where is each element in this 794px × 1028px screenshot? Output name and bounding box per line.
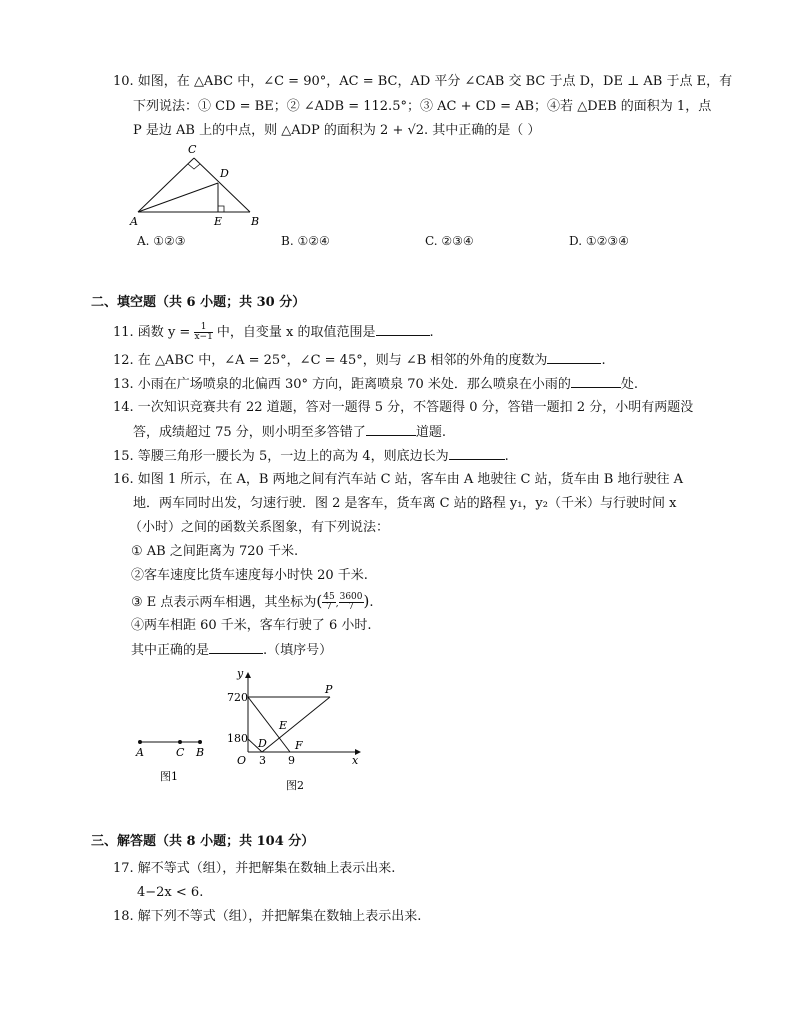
q17-line2: 4−2x < 6. (137, 885, 204, 900)
q14-pre2: 答，成绩超过 75 分，则小明至多答错了 (133, 425, 366, 440)
q16-line3: （小时）之间的函数关系图象，有下列说法： (129, 520, 390, 535)
q16-answer-line (131, 641, 332, 660)
q16-comma: , (335, 599, 339, 609)
fig2-origin: O (237, 754, 247, 767)
q11-frac-den: x−1 (194, 332, 213, 342)
fig2-tick-720: 720 (227, 691, 248, 704)
q11-fraction (194, 323, 212, 342)
fig-label-C: C (188, 143, 197, 156)
q16-line1: 16. 如图 1 所示，在 A，B 两地之间有汽车站 C 站，客车由 A 地驶往 C 站，货车由 B 地行驶往 A (113, 472, 683, 487)
q14-answer-blank (366, 423, 416, 436)
q16-ans-end: .（填序号） (263, 643, 333, 658)
q16-paren-close: ) (363, 592, 370, 610)
q13-end: 处. (620, 377, 639, 392)
fig2-point-F: F (295, 739, 303, 752)
q16-frac2-num: 3600 (339, 592, 363, 602)
fig-label-D: D (220, 167, 229, 180)
q10-line2: 下列说法：① CD = BE；② ∠ADB = 112.5°；③ AC + CD = AB；④若 △DEB 的面积为 1，点 (133, 99, 712, 114)
section3-title: 三、解答题（共 8 小题；共 104 分） (91, 834, 315, 849)
q15-answer-blank (449, 447, 505, 460)
q16-figure2 (220, 665, 370, 795)
q12-line (113, 351, 606, 370)
fig1-label-B: B (196, 746, 205, 759)
q16-answer-blank (209, 641, 263, 654)
q13-answer-blank (571, 375, 621, 388)
q18-line1: 18. 解下列不等式（组），并把解集在数轴上表示出来. (113, 909, 422, 924)
q15-pre: 15. 等腰三角形一腰长为 5，一边上的高为 4，则底边长为 (113, 449, 449, 464)
q11-pre: 11. 函数 y = (113, 325, 195, 340)
fig2-caption: 图2 (286, 779, 304, 792)
fig2-tick-3: 3 (259, 754, 266, 767)
q11-answer-blank (376, 323, 430, 336)
q14-end2: 道题. (415, 425, 446, 440)
fig2-tick-9: 9 (288, 754, 295, 767)
q12-answer-blank (547, 351, 601, 364)
q11-frac-num: 1 (194, 323, 212, 333)
fig2-point-E: E (279, 719, 288, 732)
q16-frac1-num: 45 (323, 592, 335, 602)
q16-statement4: ④两车相距 60 千米，客车行驶了 6 小时. (131, 618, 372, 633)
fig1-label-A: A (136, 746, 144, 759)
q10-line1: 10. 如图，在 △ABC 中，∠C = 90°，AC = BC，AD 平分 ∠CAB 交 BC 于点 D，DE ⊥ AB 于点 E，有 (113, 74, 733, 89)
q16-frac1 (322, 593, 335, 612)
q16-statement2: ②客车速度比货车速度每小时快 20 千米. (131, 568, 368, 583)
q10-triangle-figure (128, 140, 268, 230)
q15-line (113, 447, 509, 466)
q16-figure1 (130, 730, 220, 790)
q16-paren-open: ( (316, 592, 323, 610)
q10-option-a: A. ①②③ (137, 234, 186, 248)
fig2-y-axis-label: y (237, 667, 244, 680)
q14-line1: 14. 一次知识竞赛共有 22 道题，答对一题得 5 分，不答题得 0 分，答错一题扣 2 分，小明有两题没 (113, 400, 694, 415)
q11-post: 中，自变量 x 的取值范围是 (212, 325, 376, 340)
fig-label-B: B (251, 215, 260, 228)
q10-option-c: C. ②③④ (425, 234, 474, 248)
q16-s3-end: . (369, 595, 374, 610)
q16-statement1: ① AB 之间距离为 720 千米. (131, 544, 299, 559)
q16-ans-pre: 其中正确的是 (131, 643, 210, 658)
fig2-tick-180: 180 (227, 732, 248, 745)
q16-s3-pre: ③ E 点表示两车相遇，其坐标为 (131, 595, 317, 610)
q13-line (113, 375, 638, 394)
fig-label-A: A (130, 215, 138, 228)
q14-line2 (133, 423, 446, 442)
q10-line3: P 是边 AB 上的中点，则 △ADP 的面积为 2 + √2. 其中正确的是（ ） (133, 123, 541, 138)
fig2-x-axis-label: x (352, 754, 359, 767)
fig2-point-P: P (325, 683, 333, 696)
q12-end: . (601, 353, 606, 368)
q16-line2: 地．两车同时出发，匀速行驶．图 2 是客车，货车离 C 站的路程 y₁，y₂（千米）与行驶时间 x (133, 496, 677, 511)
section2-title: 二、填空题（共 6 小题；共 30 分） (91, 295, 306, 310)
q11-end: . (429, 325, 434, 340)
q13-pre: 13. 小雨在广场喷泉的北偏西 30° 方向，距离喷泉 70 米处．那么喷泉在小雨的 (113, 377, 571, 392)
fig1-label-C: C (176, 746, 185, 759)
q10-option-d: D. ①②③④ (569, 234, 629, 248)
q16-statement3 (131, 592, 374, 613)
q11-line (113, 323, 434, 342)
q16-frac1-den: 7 (326, 602, 332, 612)
q15-end: . (504, 449, 509, 464)
fig1-caption: 图1 (160, 770, 178, 783)
q17-line1: 17. 解不等式（组），并把解集在数轴上表示出来. (113, 861, 396, 876)
fig2-point-D: D (258, 737, 267, 750)
q12-pre: 12. 在 △ABC 中，∠A = 25°，∠C = 45°，则与 ∠B 相邻的外角的度数为 (113, 353, 548, 368)
q10-option-b: B. ①②④ (281, 234, 330, 248)
fig-label-E: E (214, 215, 223, 228)
q16-frac2-den: 7 (348, 602, 354, 612)
q16-frac2 (339, 593, 364, 612)
